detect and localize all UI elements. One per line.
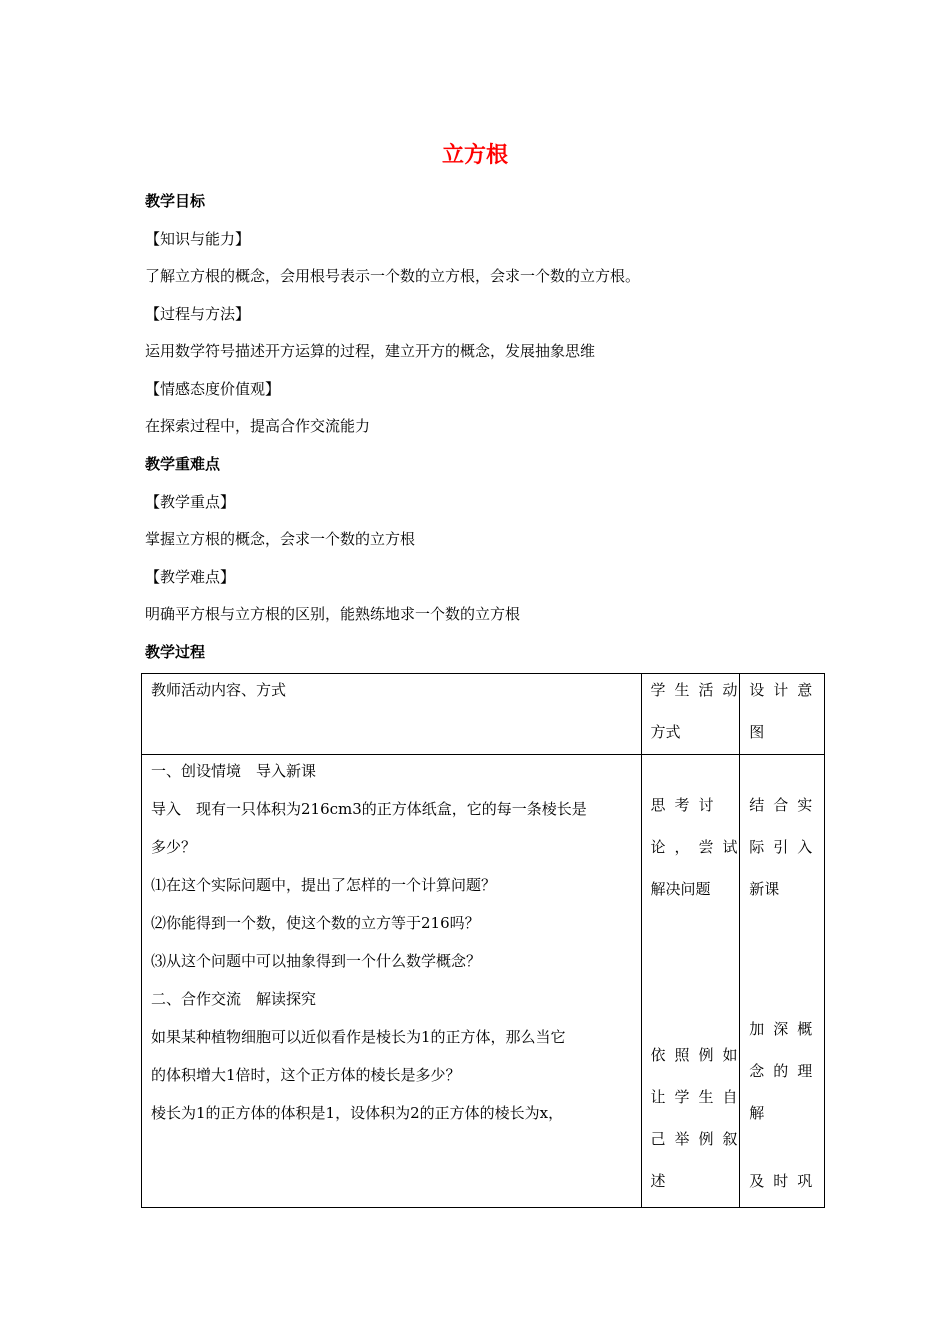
table-row xyxy=(142,755,825,1208)
knowledge-label: 【知识与能力】 xyxy=(145,230,251,248)
student-line: 述 xyxy=(650,1172,666,1190)
teacher-line: 二、合作交流 解读探究 xyxy=(151,990,317,1008)
process-label: 【过程与方法】 xyxy=(145,305,251,323)
student-activity-cell xyxy=(641,755,747,1208)
process-heading: 教学过程 xyxy=(145,643,206,661)
teacher-line: 如果某种植物细胞可以近似看作是棱长为1的正方体，那么当它 xyxy=(151,1028,566,1046)
student-line: 解决问题 xyxy=(650,880,711,898)
design-line: 新课 xyxy=(749,880,780,898)
teacher-line: 多少？ xyxy=(151,838,197,856)
header-col2-line1: 学生活动 xyxy=(650,681,747,699)
header-teacher-activity xyxy=(142,674,642,755)
difficulty-label: 【教学难点】 xyxy=(145,568,236,586)
document-title: 立方根 xyxy=(441,143,508,168)
header-col3-line1: 设计意 xyxy=(749,681,822,699)
student-line: 己举例叙 xyxy=(650,1130,747,1148)
keypoints-heading: 教学重难点 xyxy=(145,455,221,473)
focus-label: 【教学重点】 xyxy=(145,493,236,511)
header-col1-label: 教师活动内容、方式 xyxy=(151,681,287,699)
header-col3-line2: 图 xyxy=(749,723,765,741)
student-line: 依照例如 xyxy=(650,1046,747,1064)
student-line: 论，尝试 xyxy=(650,838,747,856)
teacher-line: 的体积增大1倍时，这个正方体的棱长是多少？ xyxy=(151,1066,461,1084)
design-line: 及时巩 xyxy=(749,1172,822,1190)
process-text: 运用数学符号描述开方运算的过程，建立开方的概念，发展抽象思维 xyxy=(145,342,596,360)
header-design-intent xyxy=(740,674,825,755)
teacher-line: ⑴在这个实际问题中，提出了怎样的一个计算问题？ xyxy=(151,876,497,894)
design-line: 结合实 xyxy=(749,796,822,814)
difficulty-text: 明确平方根与立方根的区别，能熟练地求一个数的立方根 xyxy=(145,605,521,623)
teacher-line: ⑵你能得到一个数，使这个数的立方等于216吗？ xyxy=(151,914,480,932)
knowledge-text: 了解立方根的概念，会用根号表示一个数的立方根，会求一个数的立方根。 xyxy=(145,267,641,285)
teaching-process-table xyxy=(141,673,825,1208)
teacher-line: 棱长为1的正方体的体积是1，设体积为2的正方体的棱长为x， xyxy=(151,1104,564,1122)
attitude-label: 【情感态度价值观】 xyxy=(145,380,281,398)
design-intent-cell xyxy=(740,755,825,1208)
design-line: 际引入 xyxy=(749,838,822,856)
design-line: 解 xyxy=(749,1104,765,1122)
goals-heading: 教学目标 xyxy=(145,192,206,210)
attitude-text: 在探索过程中，提高合作交流能力 xyxy=(145,417,371,435)
header-student-activity xyxy=(641,674,747,755)
student-line: 让学生自 xyxy=(650,1088,747,1106)
teacher-line: 一、创设情境 导入新课 xyxy=(151,762,317,780)
teacher-line: 导入 现有一只体积为216cm3的正方体纸盒，它的每一条棱长是 xyxy=(151,800,587,818)
focus-text: 掌握立方根的概念，会求一个数的立方根 xyxy=(145,530,416,548)
student-line: 思考讨 xyxy=(650,796,723,814)
header-col2-line2: 方式 xyxy=(650,723,681,741)
design-line: 念的理 xyxy=(749,1062,822,1080)
teacher-line: ⑶从这个问题中可以抽象得到一个什么数学概念？ xyxy=(151,952,482,970)
design-line: 加深概 xyxy=(749,1020,822,1038)
teacher-activity-cell xyxy=(142,755,642,1208)
table-header-row xyxy=(142,674,825,755)
